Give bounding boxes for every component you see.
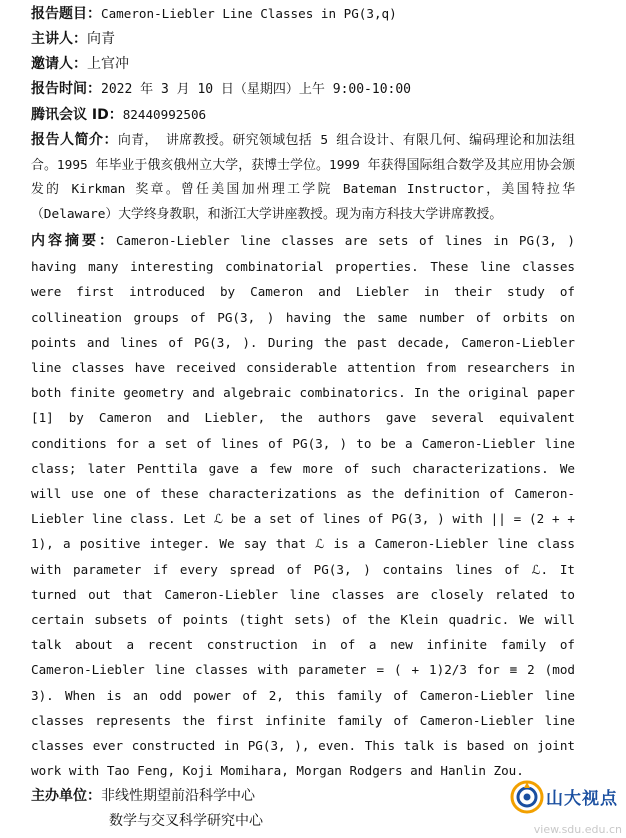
- host-value-2: 数学与交叉科学研究中心: [109, 813, 263, 830]
- watermark-text: 山大视点: [546, 789, 618, 809]
- meeting-line: [31, 102, 575, 128]
- meeting-label: 腾讯会议 ID：: [31, 107, 123, 123]
- watermark: [504, 776, 626, 838]
- bio-value: 向青， 讲席教授。研究领域包括 5 组合设计、有限几何、编码理论和加法组合。1995 年毕业于俄亥俄州立大学，获博士学位。1999 年获得国际组合数学及其应用协会颁发的 Kirkman 奖章。曾任美国加州理工学院 Bateman Instructor，美国特拉华（Delaware）大学终身教职，和浙江大学讲座教授。现为南方科技大学讲席教授。: [31, 133, 575, 222]
- report-title-value: Cameron-Liebler Line Classes in PG(3,q): [101, 6, 397, 21]
- speaker-bio: [31, 128, 575, 227]
- inviter-line: [31, 52, 575, 77]
- watermark-url: view.sdu.edu.cn: [533, 823, 622, 836]
- inviter-value: 上官冲: [87, 56, 129, 72]
- time-line: [31, 77, 575, 102]
- sdu-logo-icon: [510, 780, 544, 818]
- speaker-label: 主讲人：: [31, 31, 87, 47]
- host-value-1: 非线性期望前沿科学中心: [101, 788, 255, 805]
- document-page: [31, 0, 575, 834]
- report-title-line: [31, 1, 575, 27]
- meeting-value: 82440992506: [122, 107, 207, 122]
- inviter-label: 邀请人：: [31, 56, 87, 72]
- abstract: [31, 228, 575, 783]
- host-line-2: [31, 809, 575, 834]
- host-line: [31, 784, 575, 809]
- abstract-label: 内容摘要：: [31, 233, 116, 249]
- speaker-line: [31, 27, 575, 52]
- report-title-label: 报告题目：: [31, 6, 101, 22]
- host-label: 主办单位：: [31, 788, 101, 805]
- time-label: 报告时间：: [31, 81, 101, 97]
- speaker-value: 向青: [87, 31, 115, 47]
- abstract-value: Cameron-Liebler line classes are sets of lines in PG(3, ) having many interesting combinatorial properties. These line classes were first introduced by Cameron and Liebler in their study of collineation groups of PG(3, ) having the same number of orbits on points and lines of PG(3, ). During the past decade, Cameron-Liebler line classes have received considerable attention from researchers in both finite geometry and algebraic combinatorics. In the original paper [1] by Cameron and Liebler, the authors gave several equivalent conditions for a set of lines of PG(3, ) to be a Cameron-Liebler line class; later Penttila gave a few more of such characterizations. We will use one of these characterizations as the definition of Cameron-Liebler line class. Let ℒ be a set of lines of PG(3, ) with || = (2 + + 1), a positive integer. We say that ℒ is a Cameron-Liebler line class with parameter if every spread of PG(3, ) contains lines of ℒ. It turned out that Cameron-Liebler line classes are closely related to certain subsets of points (tight sets) of the Klein quadric. We will talk about a recent construction in of a new infinite family of Cameron-Liebler line classes with parameter = ( + 1)2/3 for ≡ 2 (mod 3). When is an odd power of 2, this family of Cameron-Liebler line classes represents the first infinite family of Cameron-Liebler line classes ever constructed in PG(3, ), even. This talk is based on joint work with Tao Feng, Koji Momihara, Morgan Rodgers and Hanlin Zou.: [31, 233, 575, 779]
- bio-label: 报告人简介：: [31, 132, 118, 148]
- time-value: 2022 年 3 月 10 日（星期四）上午 9:00-10:00: [101, 82, 412, 97]
